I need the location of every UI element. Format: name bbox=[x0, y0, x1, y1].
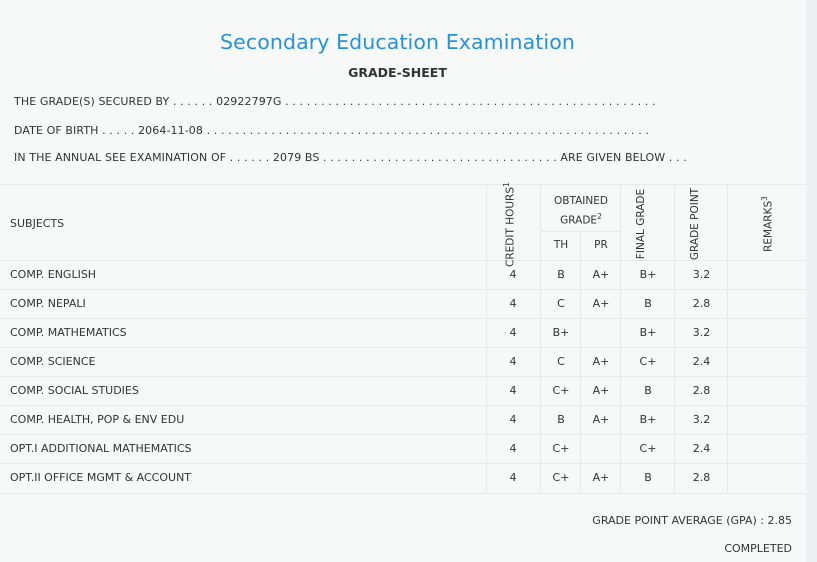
page-title: Secondary Education Examination bbox=[220, 30, 575, 54]
final-grade: B bbox=[644, 384, 652, 397]
header-final-grade: FINAL GRADE bbox=[635, 188, 647, 260]
grade-point: 2.8 bbox=[692, 297, 711, 310]
gpa-summary: GRADE POINT AVERAGE (GPA) : 2.85 bbox=[592, 514, 792, 527]
subject-name: OPT.I ADDITIONAL MATHEMATICS bbox=[10, 442, 192, 455]
grade-point: 3.2 bbox=[692, 413, 711, 426]
page-edge bbox=[806, 0, 817, 562]
credit-hours: 4 bbox=[509, 413, 517, 426]
grade-point: 2.4 bbox=[692, 355, 711, 368]
subject-name: OPT.II OFFICE MGMT & ACCOUNT bbox=[10, 471, 192, 484]
header-grade-point: GRADE POINT bbox=[689, 187, 701, 261]
practical-grade bbox=[581, 434, 621, 463]
theory-grade: B bbox=[557, 268, 565, 281]
table-row bbox=[0, 318, 806, 347]
table-row bbox=[0, 434, 806, 463]
credit-hours: 4 bbox=[509, 326, 517, 339]
date-of-birth-line: DATE OF BIRTH . . . . . 2064-11-08 . . . . . . . . . . . . . . . . . . . . . . . . . . . . . . . . . . . . . . . . . . . . . . . . . . . . . . . . . . . . . . bbox=[14, 124, 649, 137]
theory-grade: B bbox=[557, 413, 565, 426]
final-grade: B+ bbox=[639, 326, 657, 339]
final-grade: C+ bbox=[639, 442, 657, 455]
credit-footnote: 1 bbox=[502, 182, 511, 187]
grade-point: 3.2 bbox=[692, 268, 711, 281]
subject-name: COMP. MATHEMATICS bbox=[10, 326, 127, 339]
practical-grade: A+ bbox=[592, 384, 610, 397]
header-subjects: SUBJECTS bbox=[10, 217, 65, 230]
header-remarks bbox=[759, 184, 775, 264]
grade-point: 2.4 bbox=[692, 442, 711, 455]
examination-line: IN THE ANNUAL SEE EXAMINATION OF . . . . . . 2079 BS . . . . . . . . . . . . . . . . . . . . . . . . . . . . . . . . . ARE GIVEN BELOW . . . bbox=[14, 151, 687, 164]
header-obtained-grade bbox=[541, 194, 621, 229]
credit-hours: 4 bbox=[509, 297, 517, 310]
secured-by-line: THE GRADE(S) SECURED BY . . . . . . 02922797G . . . . . . . . . . . . . . . . . . . . . . . . . . . . . . . . . . . . . . . . . . . . . . . . . . . . bbox=[14, 95, 656, 108]
final-grade: B+ bbox=[639, 413, 657, 426]
credit-hours: 4 bbox=[509, 355, 517, 368]
header-remarks-label: REMARKS bbox=[762, 200, 775, 252]
subject-name: COMP. HEALTH, POP & ENV EDU bbox=[10, 413, 185, 426]
header-obtained-grade-label: OBTAINED GRADE bbox=[554, 195, 608, 227]
theory-grade: C bbox=[557, 355, 565, 368]
obtained-footnote: 2 bbox=[597, 212, 602, 221]
table-row bbox=[0, 463, 806, 492]
theory-grade: C+ bbox=[552, 442, 570, 455]
practical-grade: A+ bbox=[592, 297, 610, 310]
practical-grade bbox=[581, 318, 621, 347]
table-top-rule bbox=[0, 184, 806, 185]
header-th: TH bbox=[553, 239, 569, 251]
credit-hours: 4 bbox=[509, 384, 517, 397]
table-row bbox=[0, 289, 806, 318]
header-credit-hours bbox=[501, 182, 525, 267]
practical-grade: A+ bbox=[592, 413, 610, 426]
subject-name: COMP. NEPALI bbox=[10, 297, 86, 310]
practical-grade: A+ bbox=[592, 268, 610, 281]
table-row bbox=[0, 376, 806, 405]
remarks-footnote: 3 bbox=[760, 196, 769, 201]
final-grade: B+ bbox=[639, 268, 657, 281]
subject-name: COMP. ENGLISH bbox=[10, 268, 97, 281]
header-pr: PR bbox=[594, 239, 608, 251]
grade-point: 2.8 bbox=[692, 471, 711, 484]
page-subtitle: GRADE-SHEET bbox=[348, 65, 447, 80]
credit-hours: 4 bbox=[509, 471, 517, 484]
theory-grade: C+ bbox=[552, 471, 570, 484]
grade-point: 2.8 bbox=[692, 384, 711, 397]
practical-grade: A+ bbox=[592, 471, 610, 484]
theory-grade: C bbox=[557, 297, 565, 310]
final-grade: B bbox=[644, 471, 652, 484]
theory-grade: C+ bbox=[552, 384, 570, 397]
header-credit-hours-label: CREDIT HOURS bbox=[504, 186, 517, 267]
table-bottom-rule bbox=[0, 493, 806, 494]
theory-grade: B+ bbox=[552, 326, 570, 339]
credit-hours: 4 bbox=[509, 268, 517, 281]
table-row bbox=[0, 347, 806, 376]
final-grade: C+ bbox=[639, 355, 657, 368]
result-status: COMPLETED bbox=[724, 542, 792, 555]
final-grade: B bbox=[644, 297, 652, 310]
practical-grade: A+ bbox=[592, 355, 610, 368]
credit-hours: 4 bbox=[509, 442, 517, 455]
table-row bbox=[0, 405, 806, 434]
table-row bbox=[0, 260, 806, 289]
subject-name: COMP. SCIENCE bbox=[10, 355, 96, 368]
grade-point: 3.2 bbox=[692, 326, 711, 339]
subject-name: COMP. SOCIAL STUDIES bbox=[10, 384, 139, 397]
obtained-grade-rule bbox=[541, 231, 621, 232]
